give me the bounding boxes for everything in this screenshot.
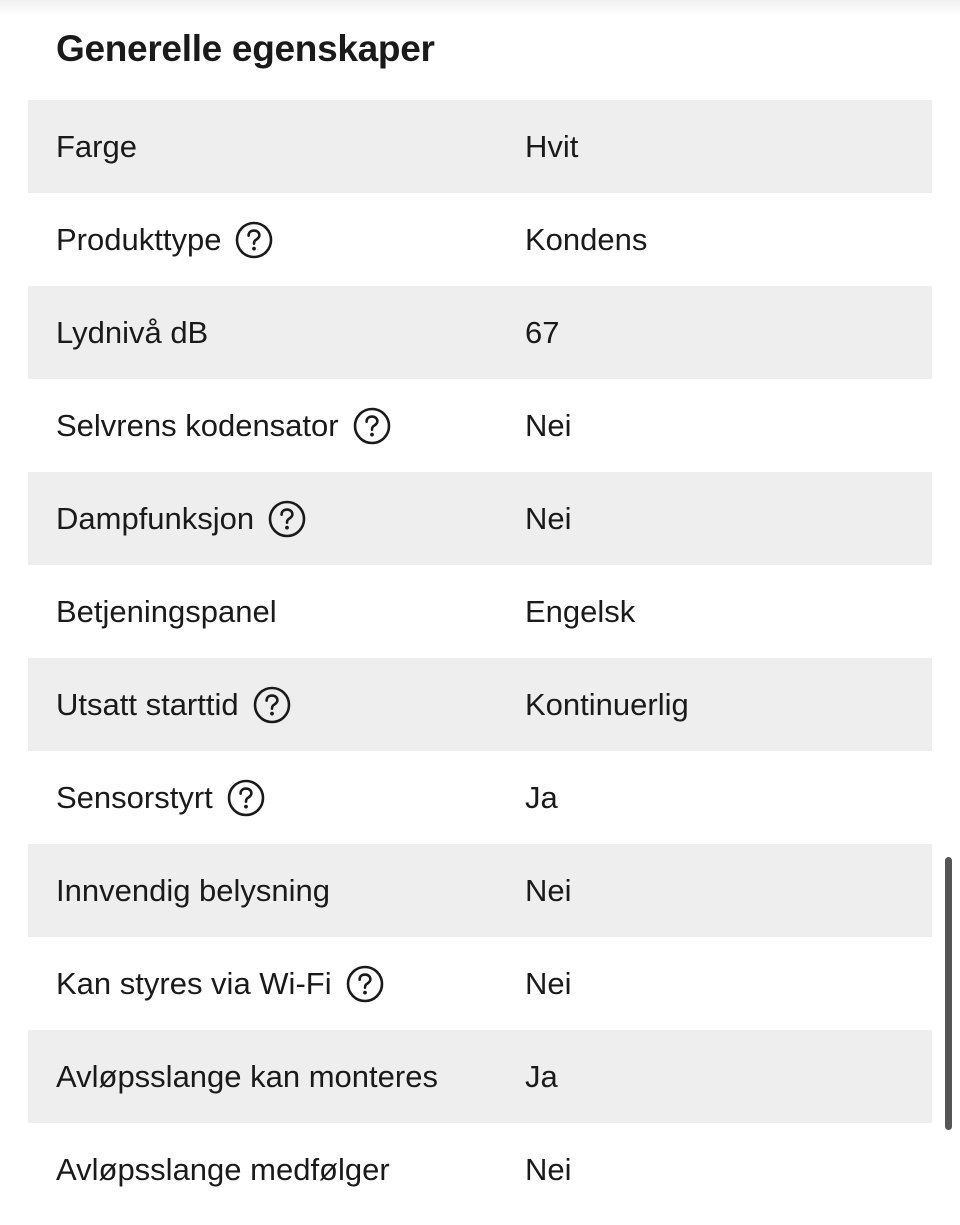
spec-value: Kondens (525, 221, 648, 257)
spec-label-cell (28, 686, 525, 724)
spec-row (28, 1123, 932, 1216)
spec-value: Nei (525, 500, 572, 536)
spec-label: Produkttype (56, 221, 222, 257)
header-shadow (0, 0, 960, 16)
spec-label: Farge (56, 128, 137, 164)
spec-value: Ja (525, 1058, 558, 1094)
spec-value: Nei (525, 407, 572, 443)
spec-label: Kan styres via Wi-Fi (56, 965, 332, 1001)
spec-row (28, 472, 932, 565)
spec-label-cell (28, 221, 525, 259)
spec-row (28, 658, 932, 751)
spec-row (28, 379, 932, 472)
scrollbar-thumb[interactable] (945, 857, 952, 1130)
spec-value: Kontinuerlig (525, 686, 689, 722)
spec-label-cell (28, 965, 525, 1003)
spec-label: Lydnivå dB (56, 314, 209, 350)
spec-label: Betjeningspanel (56, 593, 277, 629)
spec-value: Hvit (525, 128, 579, 164)
spec-row (28, 286, 932, 379)
spec-value: Nei (525, 1151, 572, 1187)
spec-label: Sensorstyrt (56, 779, 213, 815)
spec-table (28, 100, 932, 1216)
spec-label: Avløpsslange kan monteres (56, 1058, 438, 1094)
spec-label-cell (28, 1059, 525, 1095)
spec-row (28, 565, 932, 658)
spec-label-cell (28, 594, 525, 630)
spec-row (28, 844, 932, 937)
spec-label: Innvendig belysning (56, 872, 331, 908)
help-icon[interactable] (253, 686, 291, 724)
help-icon[interactable] (346, 965, 384, 1003)
spec-label: Dampfunksjon (56, 500, 255, 536)
spec-row (28, 193, 932, 286)
spec-label-cell (28, 779, 525, 817)
spec-label-cell (28, 873, 525, 909)
spec-value: Nei (525, 965, 572, 1001)
spec-label-cell (28, 129, 525, 165)
spec-label: Selvrens kodensator (56, 407, 339, 443)
spec-label-cell (28, 1152, 525, 1188)
help-icon[interactable] (235, 221, 273, 259)
spec-label: Avløpsslange medfølger (56, 1151, 390, 1187)
spec-label: Utsatt starttid (56, 686, 239, 722)
help-icon[interactable] (268, 500, 306, 538)
spec-value: 67 (525, 314, 560, 350)
spec-row (28, 100, 932, 193)
spec-value: Ja (525, 779, 558, 815)
help-icon[interactable] (353, 407, 391, 445)
spec-row (28, 751, 932, 844)
help-icon[interactable] (227, 779, 265, 817)
spec-label-cell (28, 407, 525, 445)
section-title: Generelle egenskaper (56, 28, 435, 69)
spec-value: Nei (525, 872, 572, 908)
spec-label-cell (28, 315, 525, 351)
spec-row (28, 937, 932, 1030)
spec-label-cell (28, 500, 525, 538)
spec-row (28, 1030, 932, 1123)
spec-value: Engelsk (525, 593, 636, 629)
